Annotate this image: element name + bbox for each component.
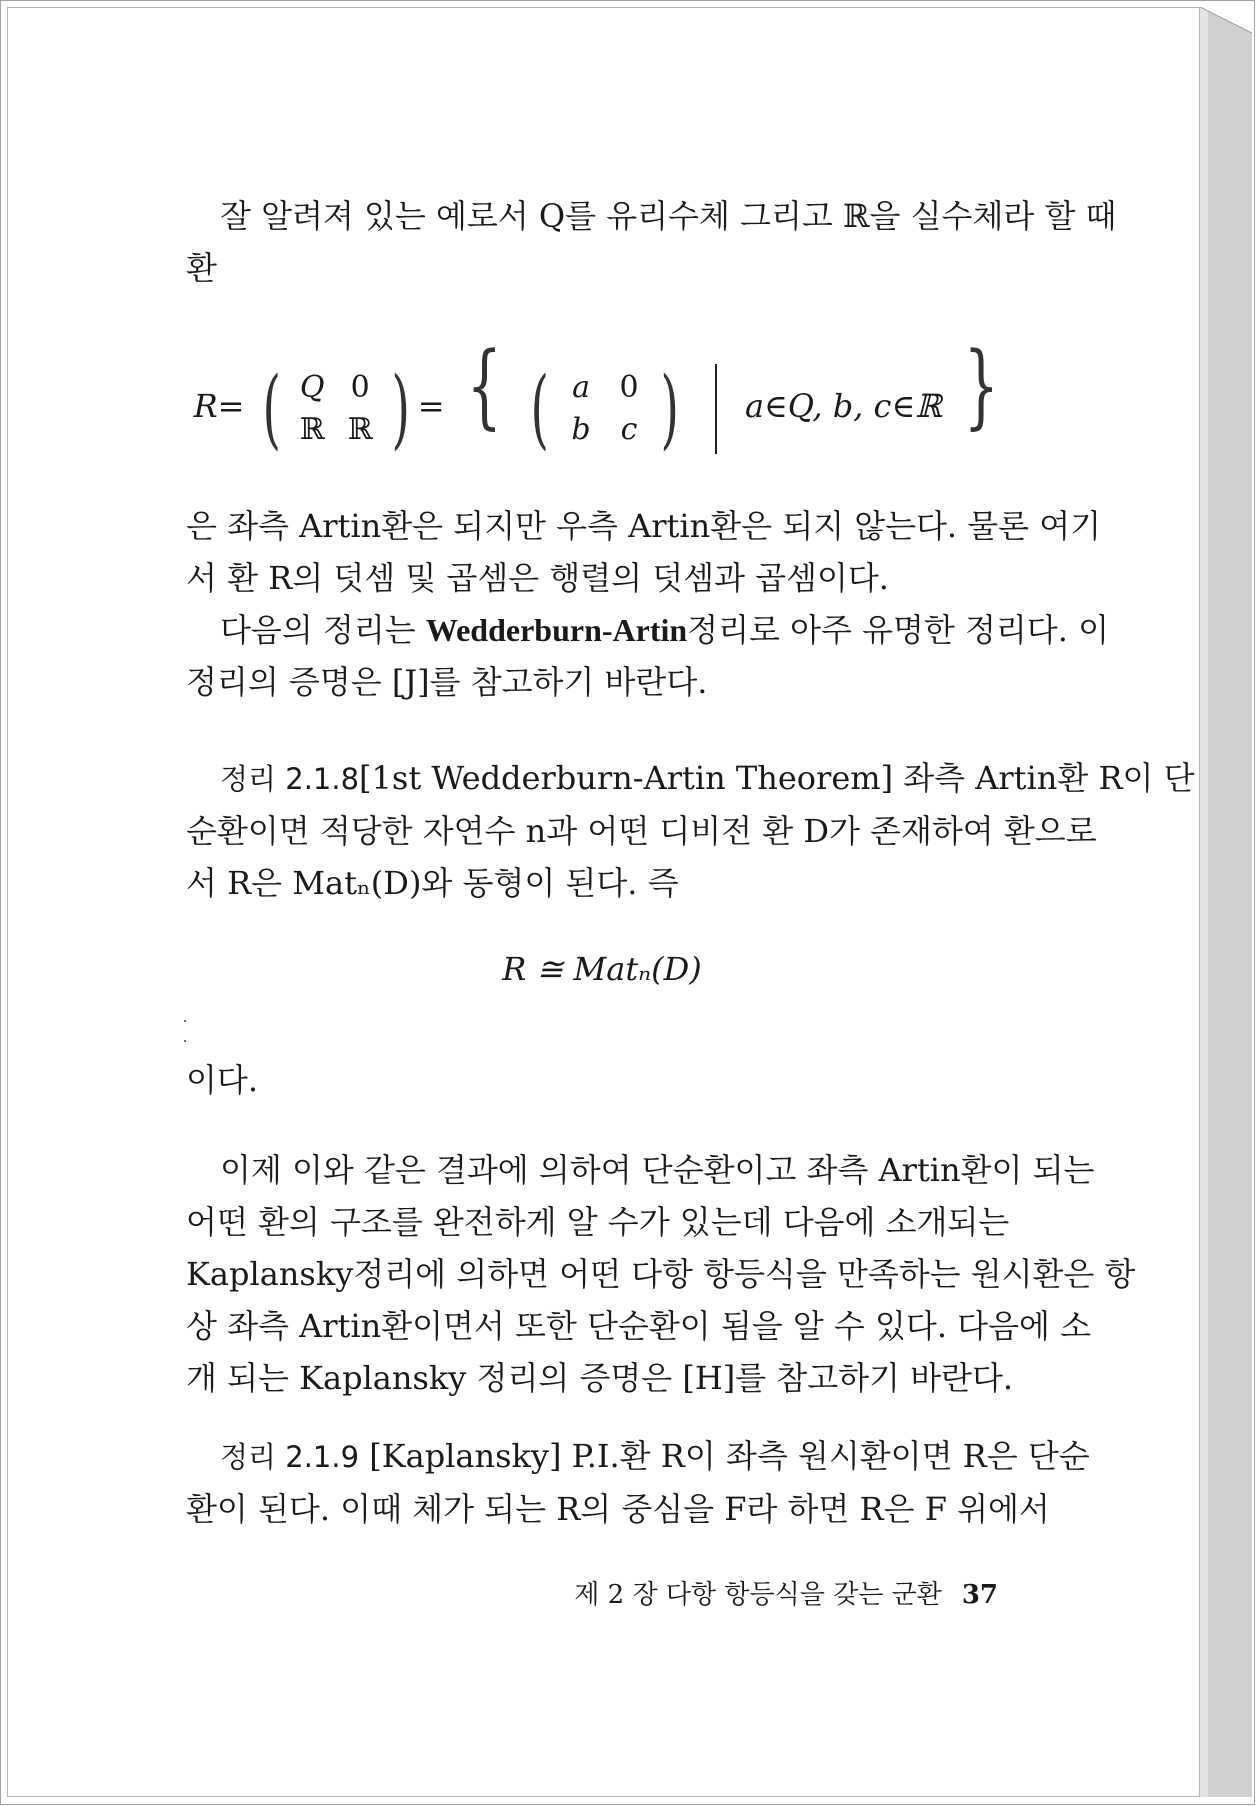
matrix-q-r: ( Q 0 ℝ ℝ ): [262, 358, 411, 459]
text-line: 이제 이와 같은 결과에 의하여 단순환이고 좌측 Artin환이 되는: [220, 1151, 1095, 1189]
matrix-entry: a: [572, 369, 590, 405]
text-line: 은 좌측 Artin환은 되지만 우측 Artin환은 되지 않는다. 물론 여기: [186, 507, 1102, 545]
text-line: 순환이면 적당한 자연수 n과 어떤 디비전 환 D가 존재하여 환으로: [186, 812, 1097, 850]
running-footer: [574, 1574, 998, 1611]
bold-term: Wedderburn-Artin: [425, 612, 688, 648]
text-line: 이다.: [186, 1061, 258, 1099]
matrix-entry: 0: [350, 369, 370, 405]
text-run: 정리로 아주 유명한 정리다. 이: [687, 611, 1109, 649]
text-run: [Kaplansky] P.I.환 R이 좌측 원시환이면 R은 단순: [359, 1437, 1090, 1475]
paragraph-2: [186, 500, 1102, 604]
matrix-ring-equation: R= ( Q 0 ℝ ℝ ) = { ( a 0 b c ) a∈Q, b, c∈ℝ }: [193, 332, 999, 459]
set-divider: [715, 364, 717, 454]
theorem-2-1-8: [186, 752, 1195, 909]
paragraph-5: [186, 1054, 1018, 1106]
set-condition: a∈Q, b, c∈ℝ: [744, 387, 942, 425]
text-run: 다음의 정리는: [220, 611, 426, 649]
theorem-label: 정리 2.1.8: [220, 762, 360, 796]
scan-speck: [184, 1040, 186, 1042]
isomorphism-equation: [186, 950, 1018, 988]
text-line: 개 되는 Kaplansky 정리의 증명은 [H]를 참고하기 바란다.: [186, 1359, 1014, 1397]
paragraph-6: [186, 1144, 1136, 1404]
text-line: 서 환 R의 덧셈 및 곱셈은 행렬의 덧셈과 곱셈이다.: [186, 559, 889, 597]
matrix-entry: 0: [619, 369, 639, 405]
page-edge-shading: [1200, 7, 1252, 1797]
text-run: [1st Wedderburn-Artin Theorem] 좌측 Artin환 R이 단: [359, 759, 1195, 797]
paragraph-3: [186, 604, 1109, 708]
eq-equals: =: [217, 387, 245, 425]
left-brace: {: [466, 332, 502, 439]
page-number: 37: [961, 1580, 998, 1610]
matrix-entry: ℝ: [299, 411, 325, 447]
text-line: 어떤 환의 구조를 완전하게 알 수가 있는데 다음에 소개되는: [186, 1203, 1010, 1241]
text-line: 정리의 증명은 [J]를 참고하기 바란다.: [186, 663, 708, 701]
text-line: 환이 된다. 이때 체가 되는 R의 중심을 F라 하면 R은 F 위에서: [186, 1490, 1050, 1528]
text-line: 상 좌측 Artin환이면서 또한 단순환이 됨을 알 수 있다. 다음에 소: [186, 1307, 1091, 1345]
matrix-entry: b: [571, 411, 591, 447]
text-line: Kaplansky정리에 의하면 어떤 다항 항등식을 만족하는 원시환은 항: [186, 1255, 1136, 1293]
equation-text: R ≅ Matₙ(D): [502, 950, 702, 988]
paragraph-1: [186, 190, 1117, 294]
text-line: 서 R은 Matₙ(D)와 동형이 된다. 즉: [186, 864, 679, 902]
matrix-entry: c: [620, 411, 638, 447]
theorem-2-1-9: [186, 1430, 1090, 1535]
eq-lhs: R: [193, 387, 218, 425]
matrix-entry: ℝ: [347, 411, 373, 447]
matrix-a-b-c: ( a 0 b c ): [531, 358, 680, 459]
right-brace: }: [963, 332, 999, 439]
matrix-entry: Q: [299, 369, 325, 405]
scan-speck: [184, 1020, 186, 1022]
text-line: 잘 알려져 있는 예로서 Q를 유리수체 그리고 ℝ을 실수체라 할 때: [220, 197, 1117, 235]
chapter-title: 제 2 장 다항 항등식을 갖는 군환: [574, 1580, 942, 1610]
text-line: 환: [186, 249, 217, 287]
theorem-label: 정리 2.1.9: [220, 1440, 360, 1474]
